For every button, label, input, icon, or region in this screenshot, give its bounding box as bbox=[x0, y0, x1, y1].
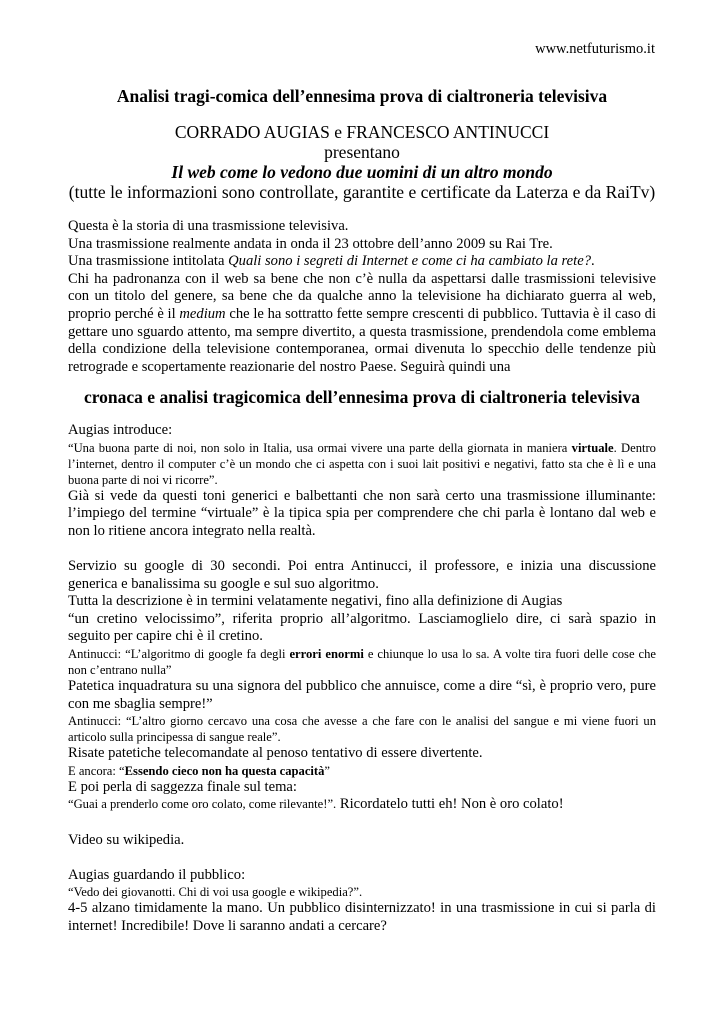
guai-rest: Ricordatelo tutti eh! Non è oro colato! bbox=[336, 796, 564, 813]
site-url: www.netfuturismo.it bbox=[535, 41, 655, 57]
video-line: Video su wikipedia. bbox=[68, 831, 185, 848]
spacer bbox=[68, 540, 656, 558]
antinucci-quote-1 bbox=[68, 646, 656, 678]
ant-1-b: e chiunque lo usa lo sa. A volte tira fuori delle cose che non c’entrano nulla” bbox=[68, 646, 656, 677]
ancora-line bbox=[68, 763, 656, 779]
intro-line-3-text: Una trasmissione intitolata bbox=[68, 253, 229, 270]
intro-line-3-end: . bbox=[591, 253, 595, 270]
intro-line-1: Questa è la storia di una trasmissione televisiva. bbox=[68, 218, 349, 234]
perla-line: E poi perla di saggezza finale sul tema: bbox=[68, 778, 297, 795]
subtitle: Il web come lo vedono due uomini di un altro mondo bbox=[171, 162, 553, 182]
ant-1-a: Antinucci: “L’algoritmo di google fa degli bbox=[68, 646, 290, 661]
ancora-a: E ancora: “ bbox=[68, 763, 125, 778]
descrizione-line: Tutta la descrizione è in termini velatamente negativi, fino alla definizione di Augias bbox=[68, 593, 563, 610]
quote-1-bold: virtuale bbox=[571, 440, 614, 455]
section-title: cronaca e analisi tragicomica dell’ennesima prova di cialtroneria televisiva bbox=[83, 387, 641, 407]
authors-line: CORRADO AUGIAS e FRANCESCO ANTINUCCI bbox=[174, 122, 550, 142]
main-title: Analisi tragi-comica dell’ennesima prova di cialtroneria televisiva bbox=[116, 86, 608, 106]
intro-argument-a: Chi ha padronanza con il web sa bene che non c’è nulla da aspettarsi dalle trasmissioni televisive con un titolo del genere, sa bene che da qualche anno la televisione ha dichiarato guerra al web, proprio perché è il bbox=[68, 270, 656, 322]
augias-intro-label: Augias introduce: bbox=[68, 422, 173, 438]
cretino-paragraph: “un cretino velocissimo”, riferita proprio all’algoritmo. Lasciamoglielo dire, ci sarà spazio in seguito per capire chi è il cretino. bbox=[68, 610, 656, 645]
intro-line-3 bbox=[68, 253, 656, 271]
spacer bbox=[68, 814, 656, 832]
vedo-quote: “Vedo dei giovanotti. Chi di voi usa google e wikipedia?”. bbox=[68, 885, 363, 900]
guai-line bbox=[68, 796, 656, 814]
risate-line: Risate patetiche telecomandate al penoso tentativo di essere divertente. bbox=[68, 745, 483, 762]
patetica-paragraph: Patetica inquadratura su una signora del pubblico che annuisce, come a dire “sì, è proprio vero, pure con me sbaglia sempre!” bbox=[68, 677, 656, 712]
servizio-paragraph: Servizio su google di 30 secondi. Poi entra Antinucci, il professore, e inizia una discussione generica e banalissima su google e sul suo algoritmo. bbox=[68, 557, 656, 592]
intro-paragraph bbox=[68, 218, 656, 376]
alzano-paragraph: 4-5 alzano timidamente la mano. Un pubblico disinternizzato! in una trasmissione in cui si parla di internet! Incredibile! Dove li saranno andati a cercare? bbox=[68, 900, 656, 934]
guai-quote: “Guai a prenderlo come oro colato, come rilevante!”. bbox=[68, 797, 337, 812]
spacer bbox=[68, 849, 656, 867]
ancora-bold: Essendo cieco non ha questa capacità bbox=[124, 763, 325, 778]
intro-note: (tutte le informazioni sono controllate, garantite e certificate da Laterza e da RaiTv) bbox=[68, 182, 656, 202]
intro-argument-b: che le ha sottratto fette sempre crescenti di pubblico. Tuttavia è il caso di gettare uno sguardo attento, ma sempre divertito, a questa trasmissione, prendendola come emblema della condizione della televisione contemporanea, ormai divenuta lo specchio delle tendenze più retrograde e scopertamente reazionarie del nostro Paese. Seguirà quindi una bbox=[68, 305, 657, 375]
chronicle-body bbox=[68, 422, 656, 935]
quote-1-a: “Una buona parte di noi, non solo in Italia, usa ormai vivere una parte della giornata in maniera bbox=[68, 440, 572, 455]
presents-line: presentano bbox=[324, 142, 400, 162]
augias-pubblico-label: Augias guardando il pubblico: bbox=[68, 866, 246, 883]
comment-1: Già si vede da questi toni generici e balbettanti che non sarà certo una trasmissione illuminante: l’impiego del termine “virtuale” è la tipica spia per comprendere che chi parla è lontano dal web e non lo ritiene ancora integrato nella realtà. bbox=[68, 487, 656, 539]
intro-argument bbox=[68, 271, 656, 377]
ant-1-bold: errori enormi bbox=[289, 646, 364, 661]
intro-block bbox=[40, 122, 684, 202]
antinucci-quote-2: Antinucci: “L’altro giorno cercavo una cosa che avesse a che fare con le analisi del sangue e mi viene fuori un articolo sulla principessa di sangue reale”. bbox=[68, 714, 656, 745]
medium-word: medium bbox=[179, 305, 226, 322]
quote-1-b: . Dentro l’internet, dentro il computer c’è un mondo che ci aspetta con i suoi lait positivi e negativi, fatto sta che è lì e una buona parte di noi vi ricorre”. bbox=[68, 440, 656, 487]
ancora-b: ” bbox=[324, 763, 331, 778]
broadcast-title: Quali sono i segreti di Internet e come ci ha cambiato la rete? bbox=[228, 253, 591, 270]
intro-line-2: Una trasmissione realmente andata in onda il 23 ottobre dell’anno 2009 su Rai Tre. bbox=[68, 235, 553, 252]
augias-quote-1 bbox=[68, 440, 656, 488]
